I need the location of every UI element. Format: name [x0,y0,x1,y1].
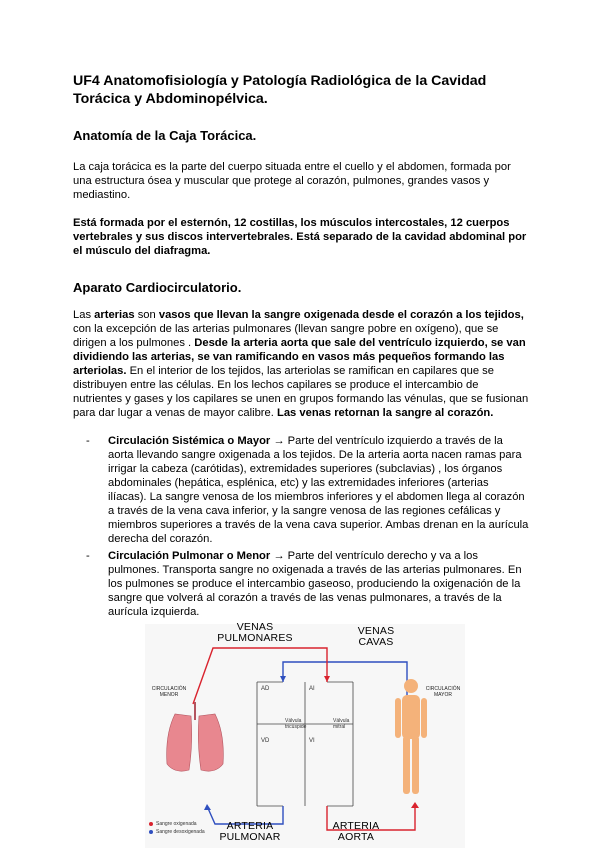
document-title: UF4 Anatomofisiología y Patología Radiológica de la Cavidad Torácica y Abdominopélvica. [73,73,487,107]
list-item-term: Circulación Pulmonar o Menor [108,550,271,562]
label-venas-pulmonares: VENAS PULMONARES [217,621,293,644]
circulation-diagram [145,621,465,848]
text-run-bold: arterias [94,309,135,321]
label-venas-cavas: VENAS CAVAS [357,625,395,648]
circulation-diagram-svg [145,621,465,848]
list-item-text: → Parte del ventrículo izquierdo a través de la aorta llevando sangre oxigenada a los tejidos. De la arteria aorta nacen ramas para irrigar la cabeza (carótidas), extremidades superiores (subclavias) , los órganos abdominales (hepática, esplénica, etc) y las extremidades inferiores (arterias ilíacas). La sangre venosa de los miembros inferiores y el abdomen llega al corazón a través de la vena cava inferior, y la sangre venosa de las regiones cefálicas y miembros superiores a través de la vena cava superior. Ambas drenan en la aurícula derecha del corazón. [108,435,529,545]
list-item-text: → Parte del ventrículo derecho y va a los pulmones. Transporta sangre no oxigenada a través de las arterias pulmonares. En los pulmones se produce el intercambio gaseoso, produciendo la oxigenación de la sangre que volverá al corazón a través de las venas pulmonares, a través de la aurícula izquierda. [108,550,522,618]
text-run: Las [73,309,95,321]
chamber-ad: AD [261,686,270,692]
label-circulacion-mayor: CIRCULACIÓN MAYOR [425,686,461,698]
bullet-marker: - [86,550,90,562]
legend-deoxygenated: Sangre desoxigenada [156,829,205,835]
legend-oxygenated-marker [149,822,153,826]
legend-oxygenated: Sangre oxigenada [156,821,197,827]
legend-deoxygenated-marker [149,830,153,834]
text-run-bold: Las venas retornan la sangre al corazón. [276,407,494,419]
chamber-ai: AI [309,686,315,692]
paragraph-arterias [73,308,529,420]
label-arteria-aorta: ARTERIA AORTA [332,820,380,843]
label-valve-mitral: Válvula mitral [333,718,350,730]
label-circulacion-menor: CIRCULACIÓN MENOR [151,686,187,698]
section-heading-anatomy: Anatomía de la Caja Torácica. [73,128,257,143]
list-item-term: Circulación Sistémica o Mayor [108,435,271,447]
chamber-vd: VD [261,738,270,744]
section-heading-cardio: Aparato Cardiocirculatorio. [73,280,242,295]
text-run: En el interior de los tejidos, las arteriolas se ramifican en capilares que se distribuyen entre las células. En los lechos capilares se produce el intercambio de nutrientes y gases y los capilares se unen en grupos formando las vénulas, que se fusionan para dar lugar a venas de mayor calibre. [73,365,529,419]
text-run-bold: Desde la arteria aorta que sale del ventrículo izquierdo, se van dividiendo las arterias, se van ramificando en vasos más pequeños formando las arteriolas. [73,337,526,377]
list-item-sistemica [108,434,530,546]
text-run: con la excepción de las arterias pulmonares (llevan sangre pobre en oxígeno), que se dirigen a los pulmones . [73,323,499,349]
paragraph-caja-toracica: La caja torácica es la parte del cuerpo situada entre el cuello y el abdomen, formada por una estructura ósea y muscular que protege al corazón, pulmones, grandes vasos y mediastino. [73,161,511,201]
text-run-bold: vasos que llevan la sangre oxigenada desde el corazón a los tejidos, [158,309,524,321]
paragraph-composicion: Está formada por el esternón, 12 costillas, los músculos intercostales, 12 cuerpos vertebrales y sus discos intervertebrales. Está separado de la cavidad abdominal por el músculo del diafragma. [73,217,527,257]
text-run: son [134,309,159,321]
chamber-vi: VI [309,738,315,744]
label-valve-tricuspid: Válvula tricúspide [285,718,307,730]
label-arteria-pulmonar: ARTERIA PULMONAR [219,820,281,843]
bullet-marker: - [86,435,90,447]
list-item-pulmonar [108,549,530,619]
